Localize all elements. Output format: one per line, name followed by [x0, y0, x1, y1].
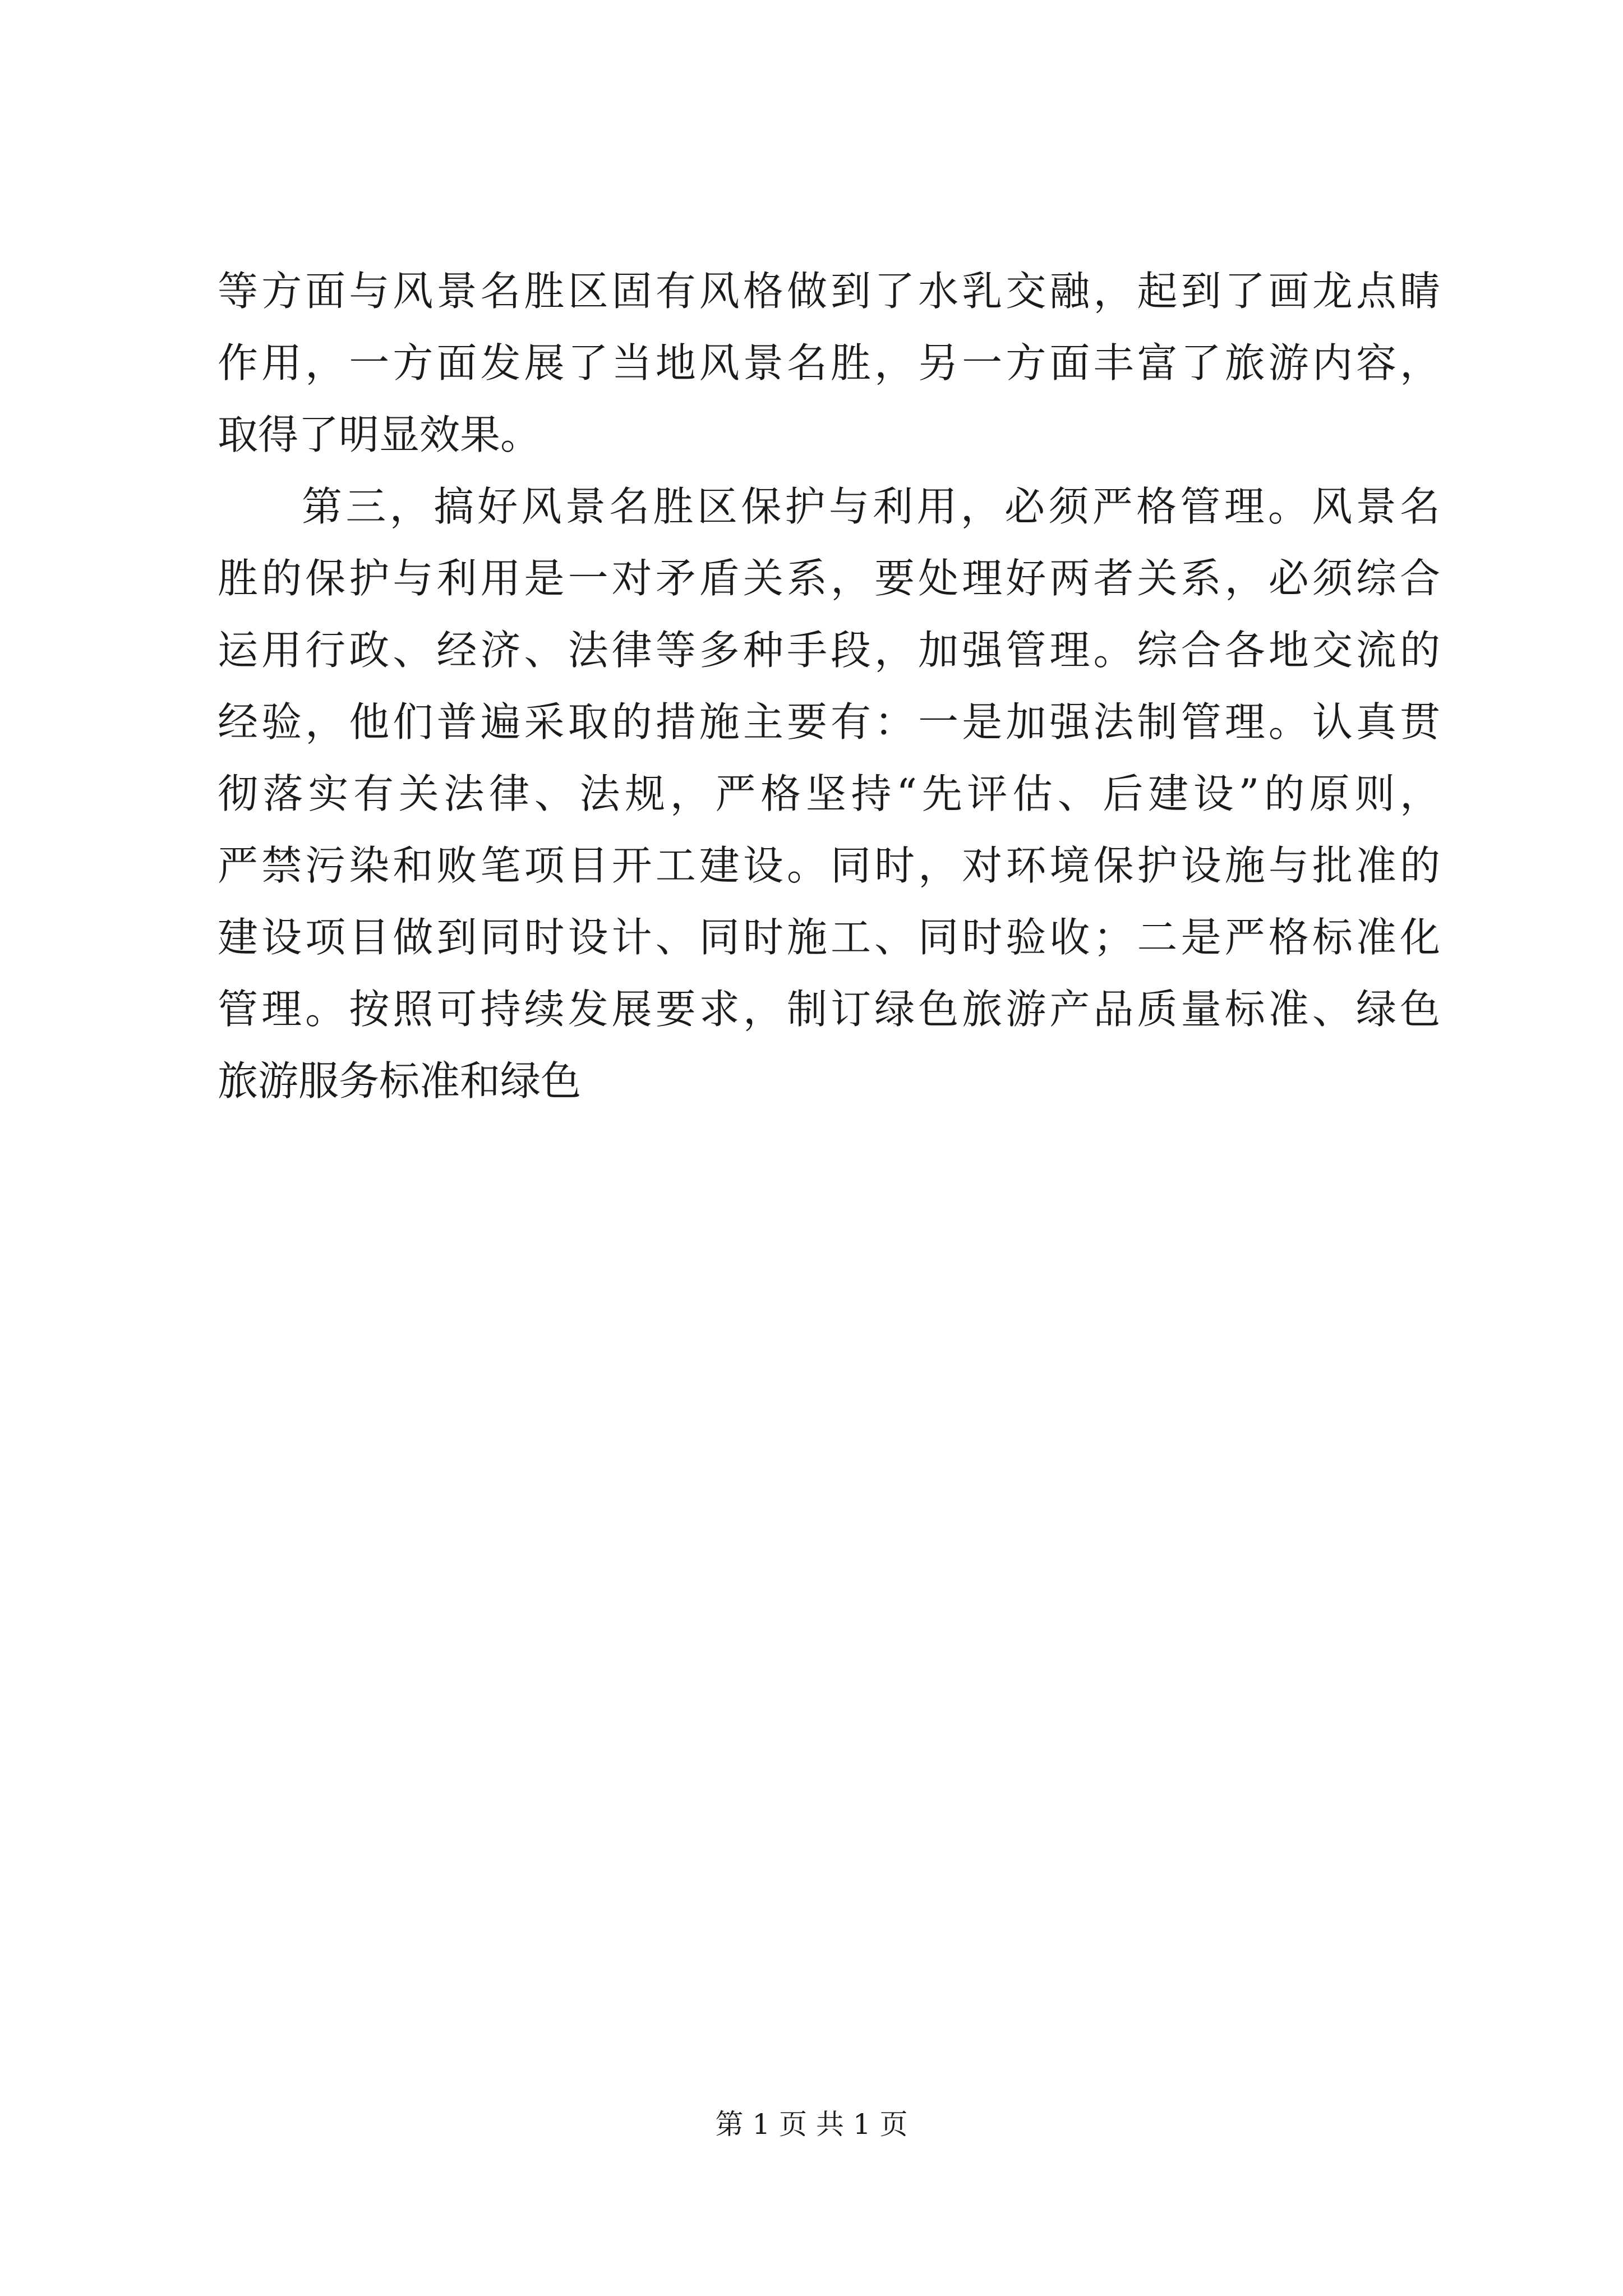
paragraph-1-line-1: 等方面与风景名胜区固有风格做到了水乳交融，起到了画龙点睛	[218, 268, 1440, 315]
paragraph-2-line-7: 建设项目做到同时设计、同时施工、同时验收；二是严格标准化	[218, 914, 1440, 961]
page-footer: 第 1 页 共 1 页	[715, 2108, 908, 2141]
paragraph-1-line-2: 作用，一方面发展了当地风景名胜，另一方面丰富了旅游内容，	[218, 339, 1440, 386]
paragraph-2-line-8: 管理。按照可持续发展要求，制订绿色旅游产品质量标准、绿色	[218, 986, 1440, 1033]
paragraph-2-line-4: 经验，他们普遍采取的措施主要有：一是加强法制管理。认真贯	[218, 698, 1440, 746]
paragraph-2-line-9: 旅游服务标准和绿色	[218, 1057, 582, 1105]
paragraph-2-line-6: 严禁污染和败笔项目开工建设。同时，对环境保护设施与批准的	[218, 842, 1440, 889]
body-text	[218, 255, 1440, 1117]
paragraph-2-line-3: 运用行政、经济、法律等多种手段，加强管理。综合各地交流的	[218, 627, 1440, 674]
paragraph-2-line-2: 胜的保护与利用是一对矛盾关系，要处理好两者关系，必须综合	[218, 555, 1440, 602]
paragraph-2-line-1: 第三，搞好风景名胜区保护与利用，必须严格管理。风景名	[302, 483, 1440, 530]
paragraph-1-line-3: 取得了明显效果。	[218, 411, 541, 458]
paragraph-2-line-5: 彻落实有关法律、法规，严格坚持“先评估、后建设”的原则，	[218, 770, 1440, 817]
